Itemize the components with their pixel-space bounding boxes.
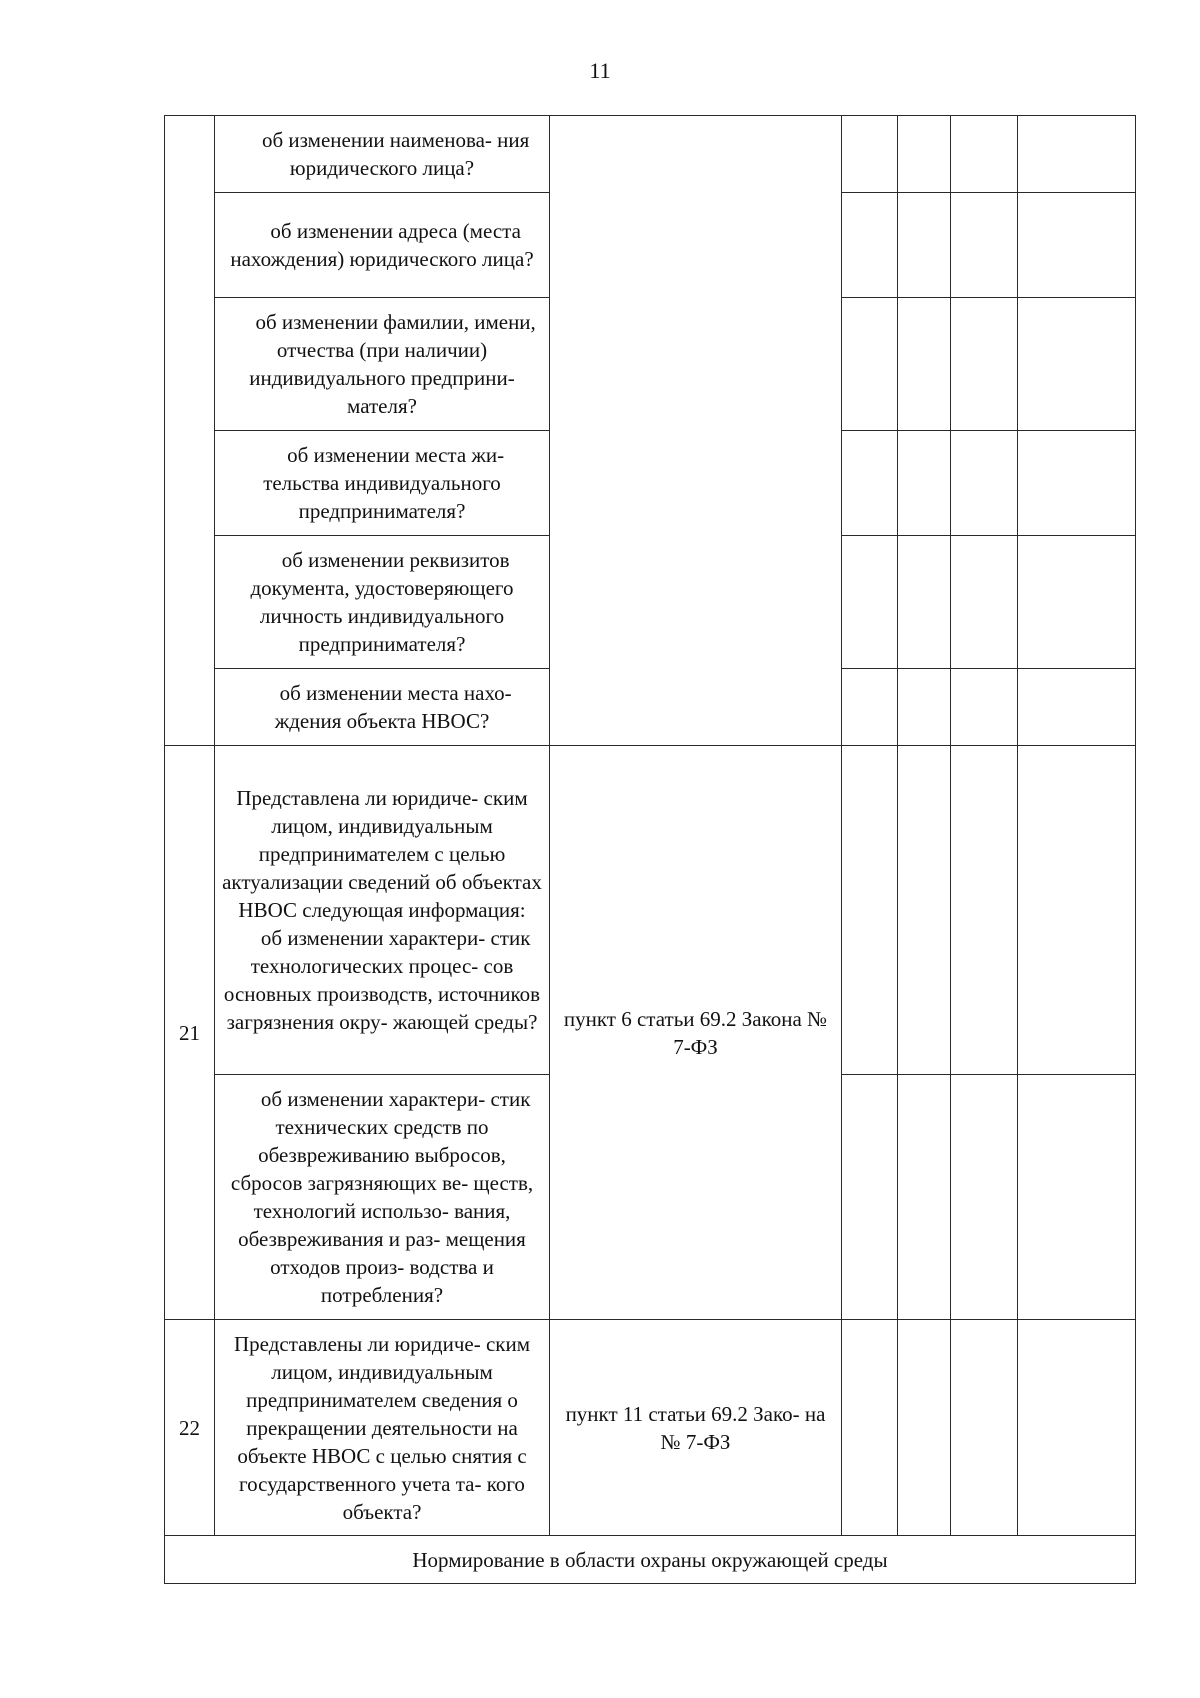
answer-yes-cell[interactable]	[842, 1075, 898, 1320]
answer-no-cell[interactable]	[898, 298, 951, 431]
question-cell	[215, 1320, 550, 1536]
row-number: 21	[179, 1020, 200, 1045]
answer-no-cell[interactable]	[898, 116, 951, 193]
row-number-cell	[165, 1320, 215, 1536]
answer-yes-cell[interactable]	[842, 193, 898, 298]
question-cell	[215, 431, 550, 536]
question-text: об изменении адреса (места нахождения) юридического лица?	[230, 219, 534, 271]
question-text: об изменении реквизитов документа, удостоверяющего личность индивидуального предпринимателя?	[250, 548, 514, 656]
answer-no-cell[interactable]	[898, 536, 951, 669]
legal-reference: пункт 11 статьи 69.2 Зако- на № 7-ФЗ	[565, 1401, 826, 1454]
row-number-cell	[165, 746, 215, 1320]
note-cell[interactable]	[1018, 193, 1136, 298]
question-text: Представлены ли юридиче- ским лицом, индивидуальным предпринимателем сведения о прекращении деятельности на объекте НВОС с целью снятия с государственного учета та- кого объекта?	[234, 1331, 530, 1524]
answer-na-cell[interactable]	[951, 1320, 1018, 1536]
answer-no-cell[interactable]	[898, 1320, 951, 1536]
question-cell	[215, 536, 550, 669]
answer-yes-cell[interactable]	[842, 746, 898, 1075]
reference-cell	[550, 116, 842, 746]
reference-cell	[550, 746, 842, 1320]
answer-yes-cell[interactable]	[842, 669, 898, 746]
answer-na-cell[interactable]	[951, 669, 1018, 746]
question-cell	[215, 746, 550, 1075]
note-cell[interactable]	[1018, 1075, 1136, 1320]
note-cell[interactable]	[1018, 116, 1136, 193]
answer-na-cell[interactable]	[951, 1075, 1018, 1320]
answer-no-cell[interactable]	[898, 669, 951, 746]
answer-na-cell[interactable]	[951, 298, 1018, 431]
table-row	[165, 746, 1136, 1075]
reference-cell	[550, 1320, 842, 1536]
question-text: об изменении характери- стик технологических процес- сов основных производств, источников загрязнения окру- жающей среды?	[223, 926, 541, 1034]
answer-yes-cell[interactable]	[842, 1320, 898, 1536]
question-text: об изменении фамилии, имени, отчества (при наличии) индивидуального предприни- мателя?	[249, 310, 536, 418]
question-text: об изменении характери- стик технических средств по обезвреживанию выбросов, сбросов загрязняющих ве- ществ, технологий использо- вания, обезвреживания и раз- мещения отходов произ- водства и потребления?	[230, 1087, 534, 1307]
note-cell[interactable]	[1018, 536, 1136, 669]
answer-na-cell[interactable]	[951, 536, 1018, 669]
section-row	[165, 1536, 1136, 1584]
note-cell[interactable]	[1018, 746, 1136, 1075]
row-number-cell	[165, 116, 215, 746]
answer-no-cell[interactable]	[898, 746, 951, 1075]
question-text: об изменении места нахо- ждения объекта НВОС?	[274, 681, 512, 733]
note-cell[interactable]	[1018, 669, 1136, 746]
note-cell[interactable]	[1018, 298, 1136, 431]
answer-no-cell[interactable]	[898, 193, 951, 298]
question-cell	[215, 669, 550, 746]
table-row	[165, 1320, 1136, 1536]
page-number: 11	[589, 58, 611, 83]
note-cell[interactable]	[1018, 1320, 1136, 1536]
answer-yes-cell[interactable]	[842, 298, 898, 431]
answer-na-cell[interactable]	[951, 116, 1018, 193]
question-text: об изменении места жи- тельства индивидуального предпринимателя?	[263, 443, 505, 523]
answer-yes-cell[interactable]	[842, 536, 898, 669]
answer-na-cell[interactable]	[951, 193, 1018, 298]
table-row	[165, 116, 1136, 193]
answer-no-cell[interactable]	[898, 431, 951, 536]
question-cell	[215, 193, 550, 298]
question-cell	[215, 298, 550, 431]
answer-no-cell[interactable]	[898, 1075, 951, 1320]
legal-reference: пункт 6 статьи 69.2 Закона № 7-ФЗ	[563, 1006, 828, 1059]
row-number: 22	[179, 1415, 200, 1440]
answer-yes-cell[interactable]	[842, 116, 898, 193]
question-cell	[215, 1075, 550, 1320]
answer-na-cell[interactable]	[951, 746, 1018, 1075]
section-heading: Нормирование в области охраны окружающей среды	[165, 1536, 1136, 1584]
question-text: об изменении наименова- ния юридического лица?	[262, 128, 530, 180]
question-cell	[215, 116, 550, 193]
checklist-table	[164, 115, 1136, 1584]
answer-yes-cell[interactable]	[842, 431, 898, 536]
question-intro-text: Представлена ли юридиче- ским лицом, индивидуальным предпринимателем с целью актуализации сведений об объектах НВОС следующая информация:	[222, 786, 542, 922]
answer-na-cell[interactable]	[951, 431, 1018, 536]
note-cell[interactable]	[1018, 431, 1136, 536]
